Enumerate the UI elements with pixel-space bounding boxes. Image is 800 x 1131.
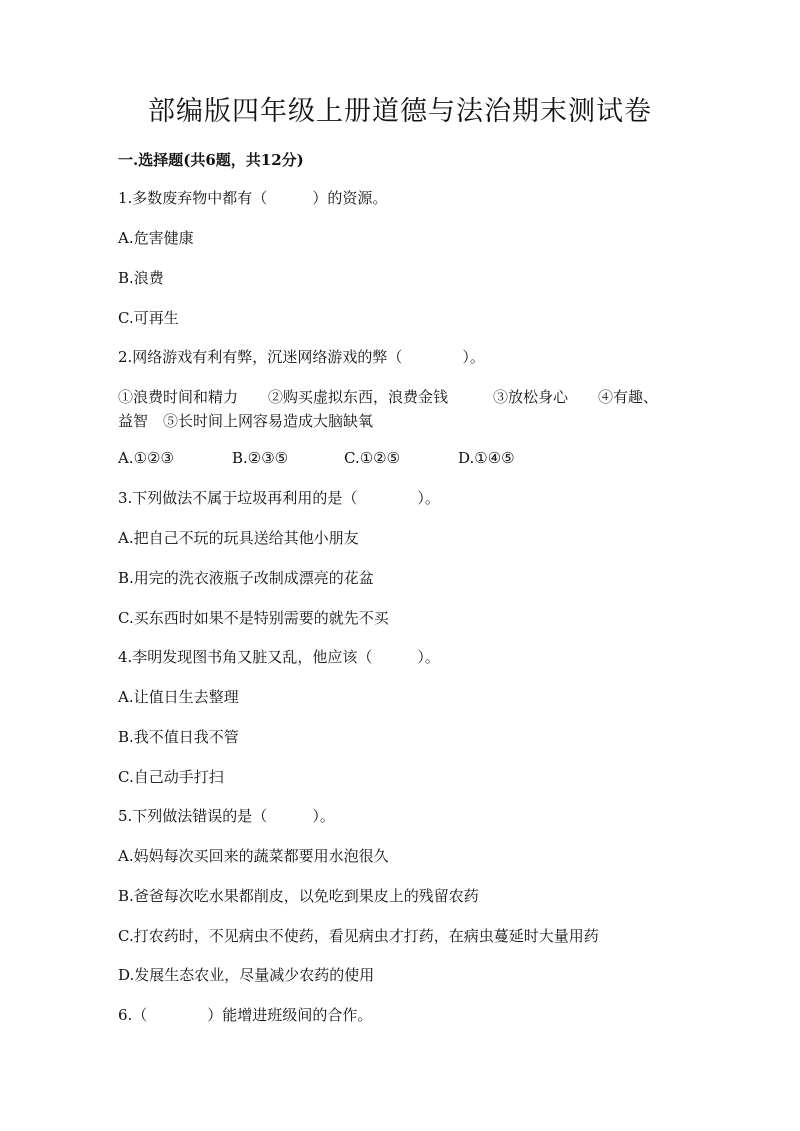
question-3-option-a: A.把自己不玩的玩具送给其他小朋友 xyxy=(118,529,359,547)
question-6-stem: 6.（ ）能增进班级间的合作。 xyxy=(118,1006,373,1024)
question-2-choices-line-2: 益智 ⑤长时间上网容易造成大脑缺氧 xyxy=(118,412,374,430)
question-1-option-b: B.浪费 xyxy=(118,269,164,287)
question-1-stem: 1.多数废弃物中都有（ ）的资源。 xyxy=(118,189,388,207)
question-5-option-d: D.发展生态农业，尽量减少农药的使用 xyxy=(118,966,375,984)
question-4-stem: 4.李明发现图书角又脏又乱，他应该（ ）。 xyxy=(118,648,440,666)
question-1-option-c: C.可再生 xyxy=(118,309,179,327)
section-heading: 一.选择题(共6题，共12分) xyxy=(118,151,304,169)
question-2-choices-line-1: ①浪费时间和精力 ②购买虚拟东西，浪费金钱 ③放松身心 ④有趣、 xyxy=(118,388,659,406)
question-5-option-b: B.爸爸每次吃水果都削皮，以免吃到果皮上的残留农药 xyxy=(118,887,479,905)
question-2-option-a: A.①②③ xyxy=(118,449,174,467)
question-5-option-c: C.打农药时，不见病虫不使药，看见病虫才打药，在病虫蔓延时大量用药 xyxy=(118,927,599,945)
question-4-option-a: A.让值日生去整理 xyxy=(118,688,239,706)
question-2-option-d: D.①④⑤ xyxy=(458,449,515,467)
question-4-option-c: C.自己动手打扫 xyxy=(118,768,224,786)
question-1-option-a: A.危害健康 xyxy=(118,229,194,247)
question-3-option-b: B.用完的洗衣液瓶子改制成漂亮的花盆 xyxy=(118,569,374,587)
question-5-option-a: A.妈妈每次买回来的蔬菜都要用水泡很久 xyxy=(118,847,389,865)
question-3-stem: 3.下列做法不属于垃圾再利用的是（ ）。 xyxy=(118,489,440,507)
question-2-option-b: B.②③⑤ xyxy=(232,449,289,467)
question-3-option-c: C.买东西时如果不是特别需要的就先不买 xyxy=(118,609,389,627)
question-2-option-c: C.①②⑤ xyxy=(344,449,401,467)
question-4-option-b: B.我不值日我不管 xyxy=(118,728,239,746)
question-5-stem: 5.下列做法错误的是（ ）。 xyxy=(118,807,335,825)
question-2-stem: 2.网络游戏有利有弊，沉迷网络游戏的弊（ ）。 xyxy=(118,348,485,366)
page-title: 部编版四年级上册道德与法治期末测试卷 xyxy=(148,96,652,127)
